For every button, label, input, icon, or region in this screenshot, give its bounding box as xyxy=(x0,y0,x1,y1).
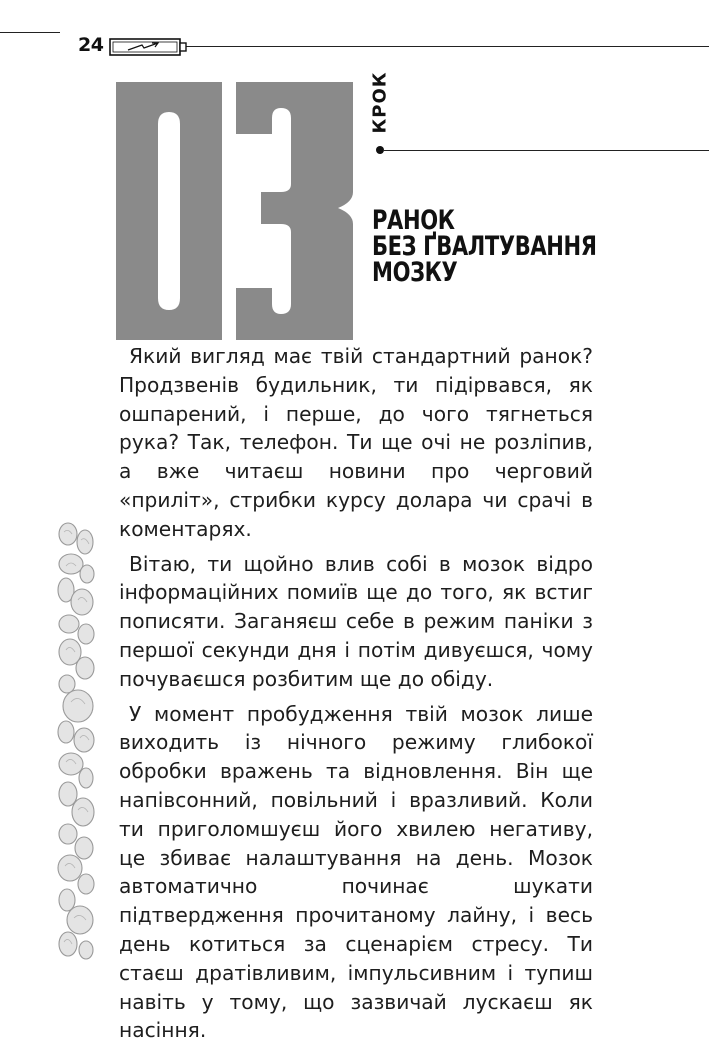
chapter-title-line-2: БЕЗ ҐВАЛТУВАННЯ xyxy=(372,231,597,262)
pebble-column-icon xyxy=(56,522,96,962)
step-number-graphic xyxy=(112,82,362,340)
header-rule xyxy=(186,46,709,47)
battery-lightning-icon xyxy=(108,36,190,58)
step-label-text: КРОК xyxy=(369,71,391,133)
body-text xyxy=(119,342,593,1051)
step-bullet xyxy=(376,146,384,154)
page-number: 24 xyxy=(78,34,104,56)
step-label xyxy=(362,62,398,142)
step-rule xyxy=(384,150,709,151)
paragraph-1: Який вигляд має твій стандартний ранок? Продзвенів будильник, ти підірвався, як ошпарений, і перше, до чого тягнеться рука? Так, телефон. Ти ще очі не розліпив, а вже читаєш новини про черговий «приліт», стрибки курсу долара чи срачі в коментарях. xyxy=(119,344,593,541)
paragraph-2: Вітаю, ти щойно влив собі в мозок відро інформаційних помиїв ще до того, як встиг пописяти. Заганяєш себе в режим паніки з першої секунди дня і потім дивуєшся, чому почуваєшся розбитим ще до обіду. xyxy=(119,551,593,691)
chapter-title xyxy=(372,205,597,288)
chapter-title-line-3: МОЗКУ xyxy=(372,257,458,288)
chapter-title-line-1: РАНОК xyxy=(372,205,455,236)
header-rule-left xyxy=(0,32,60,33)
paragraph-3: У момент пробудження твій мозок лише виходить із нічного режиму глибокої обробки вражень та відновлення. Він ще напівсонний, повільний і вразливий. Коли ти приголомшуєш його хвилею негативу, це збиває налаштування на день. Мозок автоматично починає шукати підтвердження прочитаному лайну, і весь день котиться за сценарієм стресу. Ти стаєш дратівливим, імпульсивним і тупиш навіть у тому, що зазвичай лускаєш як насіння. xyxy=(119,701,593,1043)
